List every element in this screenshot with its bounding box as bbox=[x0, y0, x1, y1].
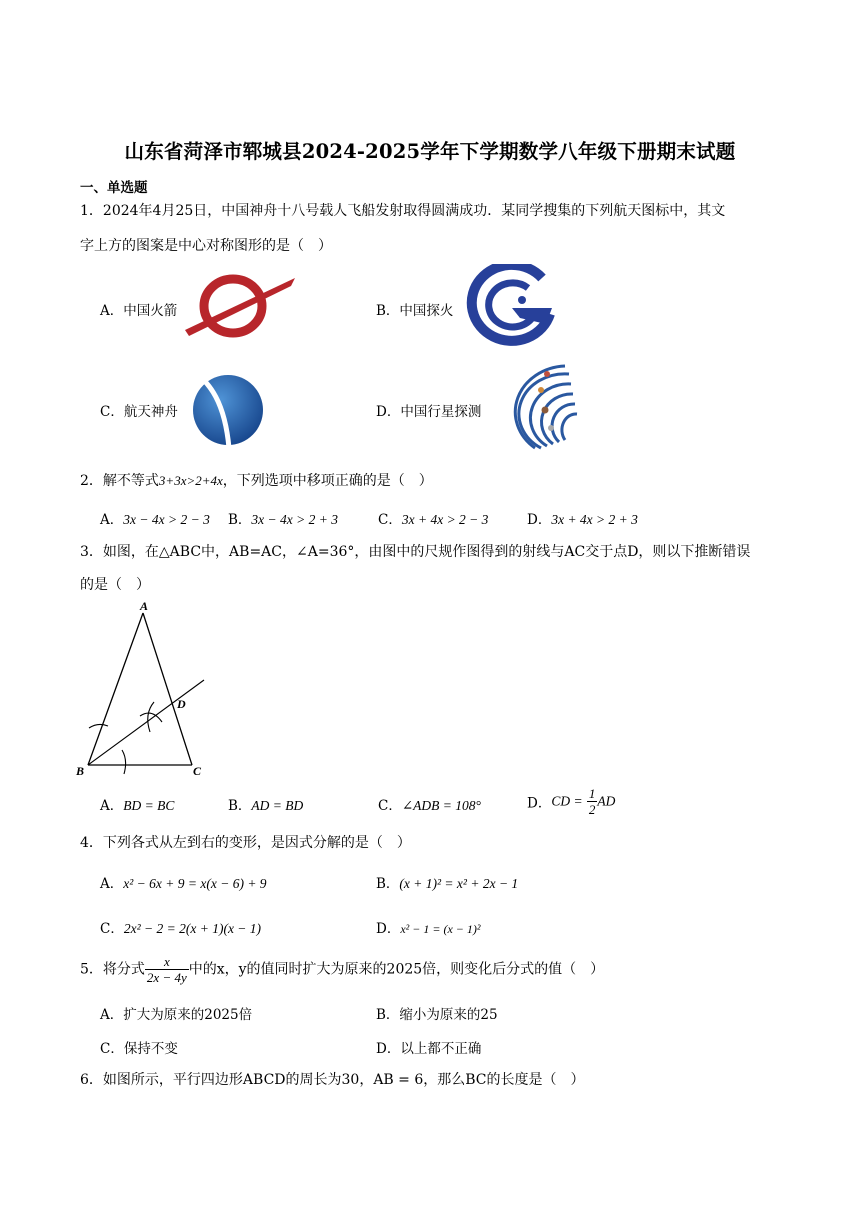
shenzhou-logo bbox=[185, 364, 267, 450]
q5-stem bbox=[80, 954, 604, 985]
q1-option-c: C．航天神舟 bbox=[100, 404, 178, 420]
q1-option-b: B．中国探火 bbox=[376, 303, 454, 319]
q3-option-d-fraction: $\frac{1}{2}$ bbox=[588, 786, 596, 817]
q5-stem-post: 中的x，y的值同时扩大为原来的2025倍，则变化后分式的值（ ） bbox=[188, 961, 605, 978]
china-mars-logo bbox=[462, 264, 558, 348]
q4-option-d-expr: x² − 1 = (x − 1)² bbox=[400, 922, 481, 936]
q4-option-a: A．x² − 6x + 9 = x(x − 6) + 9 bbox=[100, 876, 267, 892]
q2-stem bbox=[80, 470, 433, 492]
planet-exploration-logo bbox=[495, 360, 580, 455]
q3-option-b-expr: AD = BD bbox=[251, 798, 304, 813]
q4-option-b: B．(x + 1)² = x² + 2x − 1 bbox=[376, 876, 519, 892]
q3-option-d: D．CD = $\frac{1}{2}$ AD bbox=[527, 786, 616, 817]
q1-stem-line2: 字上方的图案是中心对称图形的是（ ） bbox=[80, 238, 332, 254]
q4-stem: 4．下列各式从左到右的变形，是因式分解的是（ ） bbox=[80, 835, 411, 851]
q2-inequality: 3+3x>2+4x bbox=[158, 473, 223, 488]
q5-option-b: B．缩小为原来的25 bbox=[376, 1007, 498, 1023]
q1-option-a: A．中国火箭 bbox=[100, 303, 178, 319]
page-title: 山东省菏泽市郓城县2024-2025学年下学期数学八年级下册期末试题 bbox=[124, 140, 736, 163]
q5-option-d: D．以上都不正确 bbox=[376, 1041, 482, 1057]
q5-fraction: $\frac{x}{2x - 4y}$ bbox=[146, 954, 187, 985]
q4-option-a-expr: x² − 6x + 9 = x(x − 6) + 9 bbox=[123, 876, 267, 891]
vertex-a-label: A bbox=[140, 599, 149, 613]
q3-option-a-expr: BD = BC bbox=[123, 798, 175, 813]
point-d-label: D bbox=[177, 697, 186, 711]
q2-option-d: D．3x + 4x > 2 + 3 bbox=[527, 512, 638, 528]
section-heading: 一、单选题 bbox=[80, 180, 148, 196]
q3-stem-line1: 3．如图，在△ABC中，AB=AC，∠A=36°，由图中的尺规作图得到的射线与AC交于点D，则以下推断错误 bbox=[80, 544, 751, 560]
q3-stem-line2: 的是（ ） bbox=[80, 577, 150, 593]
q6-stem: 6．如图所示，平行四边形ABCD的周长为30，AB = 6，那么BC的长度是（ ） bbox=[80, 1072, 585, 1088]
q2-option-b: B．3x − 4x > 2 + 3 bbox=[228, 512, 338, 528]
q1-option-d: D．中国行星探测 bbox=[376, 404, 482, 420]
q3-option-b: B．AD = BD bbox=[228, 798, 304, 814]
q4-option-c: C．2x² − 2 = 2(x + 1)(x − 1) bbox=[100, 921, 262, 937]
q2-option-a: A．3x − 4x > 2 − 3 bbox=[100, 512, 210, 528]
q2-option-b-expr: 3x − 4x > 2 + 3 bbox=[251, 512, 338, 527]
q3-option-c: C．∠ADB = 108° bbox=[378, 798, 481, 814]
china-rocket-logo bbox=[183, 270, 298, 340]
q2-option-a-expr: 3x − 4x > 2 − 3 bbox=[123, 512, 210, 527]
q4-option-b-expr: (x + 1)² = x² + 2x − 1 bbox=[399, 876, 519, 891]
q4-option-d: D．x² − 1 = (x − 1)² bbox=[376, 921, 481, 937]
triangle-figure bbox=[74, 598, 214, 780]
q3-option-c-expr: ∠ADB = 108° bbox=[401, 798, 481, 813]
q2-option-c-expr: 3x + 4x > 2 − 3 bbox=[401, 512, 489, 527]
q5-stem-pre: 5．将分式 bbox=[80, 961, 145, 978]
q2-stem-pre: 2．解不等式 bbox=[80, 473, 159, 489]
q5-option-a: A．扩大为原来的2025倍 bbox=[100, 1007, 253, 1023]
q2-stem-post: ，下列选项中移项正确的是（ ） bbox=[222, 473, 433, 489]
q2-option-c: C．3x + 4x > 2 − 3 bbox=[378, 512, 489, 528]
q1-stem-line1: 1．2024年4月25日，中国神舟十八号载人飞船发射取得圆满成功．某同学搜集的下列航天图标中，其文 bbox=[80, 203, 726, 219]
q5-option-c: C．保持不变 bbox=[100, 1041, 178, 1057]
q4-option-c-expr: 2x² − 2 = 2(x + 1)(x − 1) bbox=[123, 921, 262, 936]
q3-option-d-expr: CD = bbox=[551, 793, 583, 809]
vertex-c-label: C bbox=[193, 764, 202, 778]
vertex-b-label: B bbox=[76, 764, 85, 778]
q2-option-d-expr: 3x + 4x > 2 + 3 bbox=[551, 512, 638, 527]
q3-option-a: A．BD = BC bbox=[100, 798, 175, 814]
